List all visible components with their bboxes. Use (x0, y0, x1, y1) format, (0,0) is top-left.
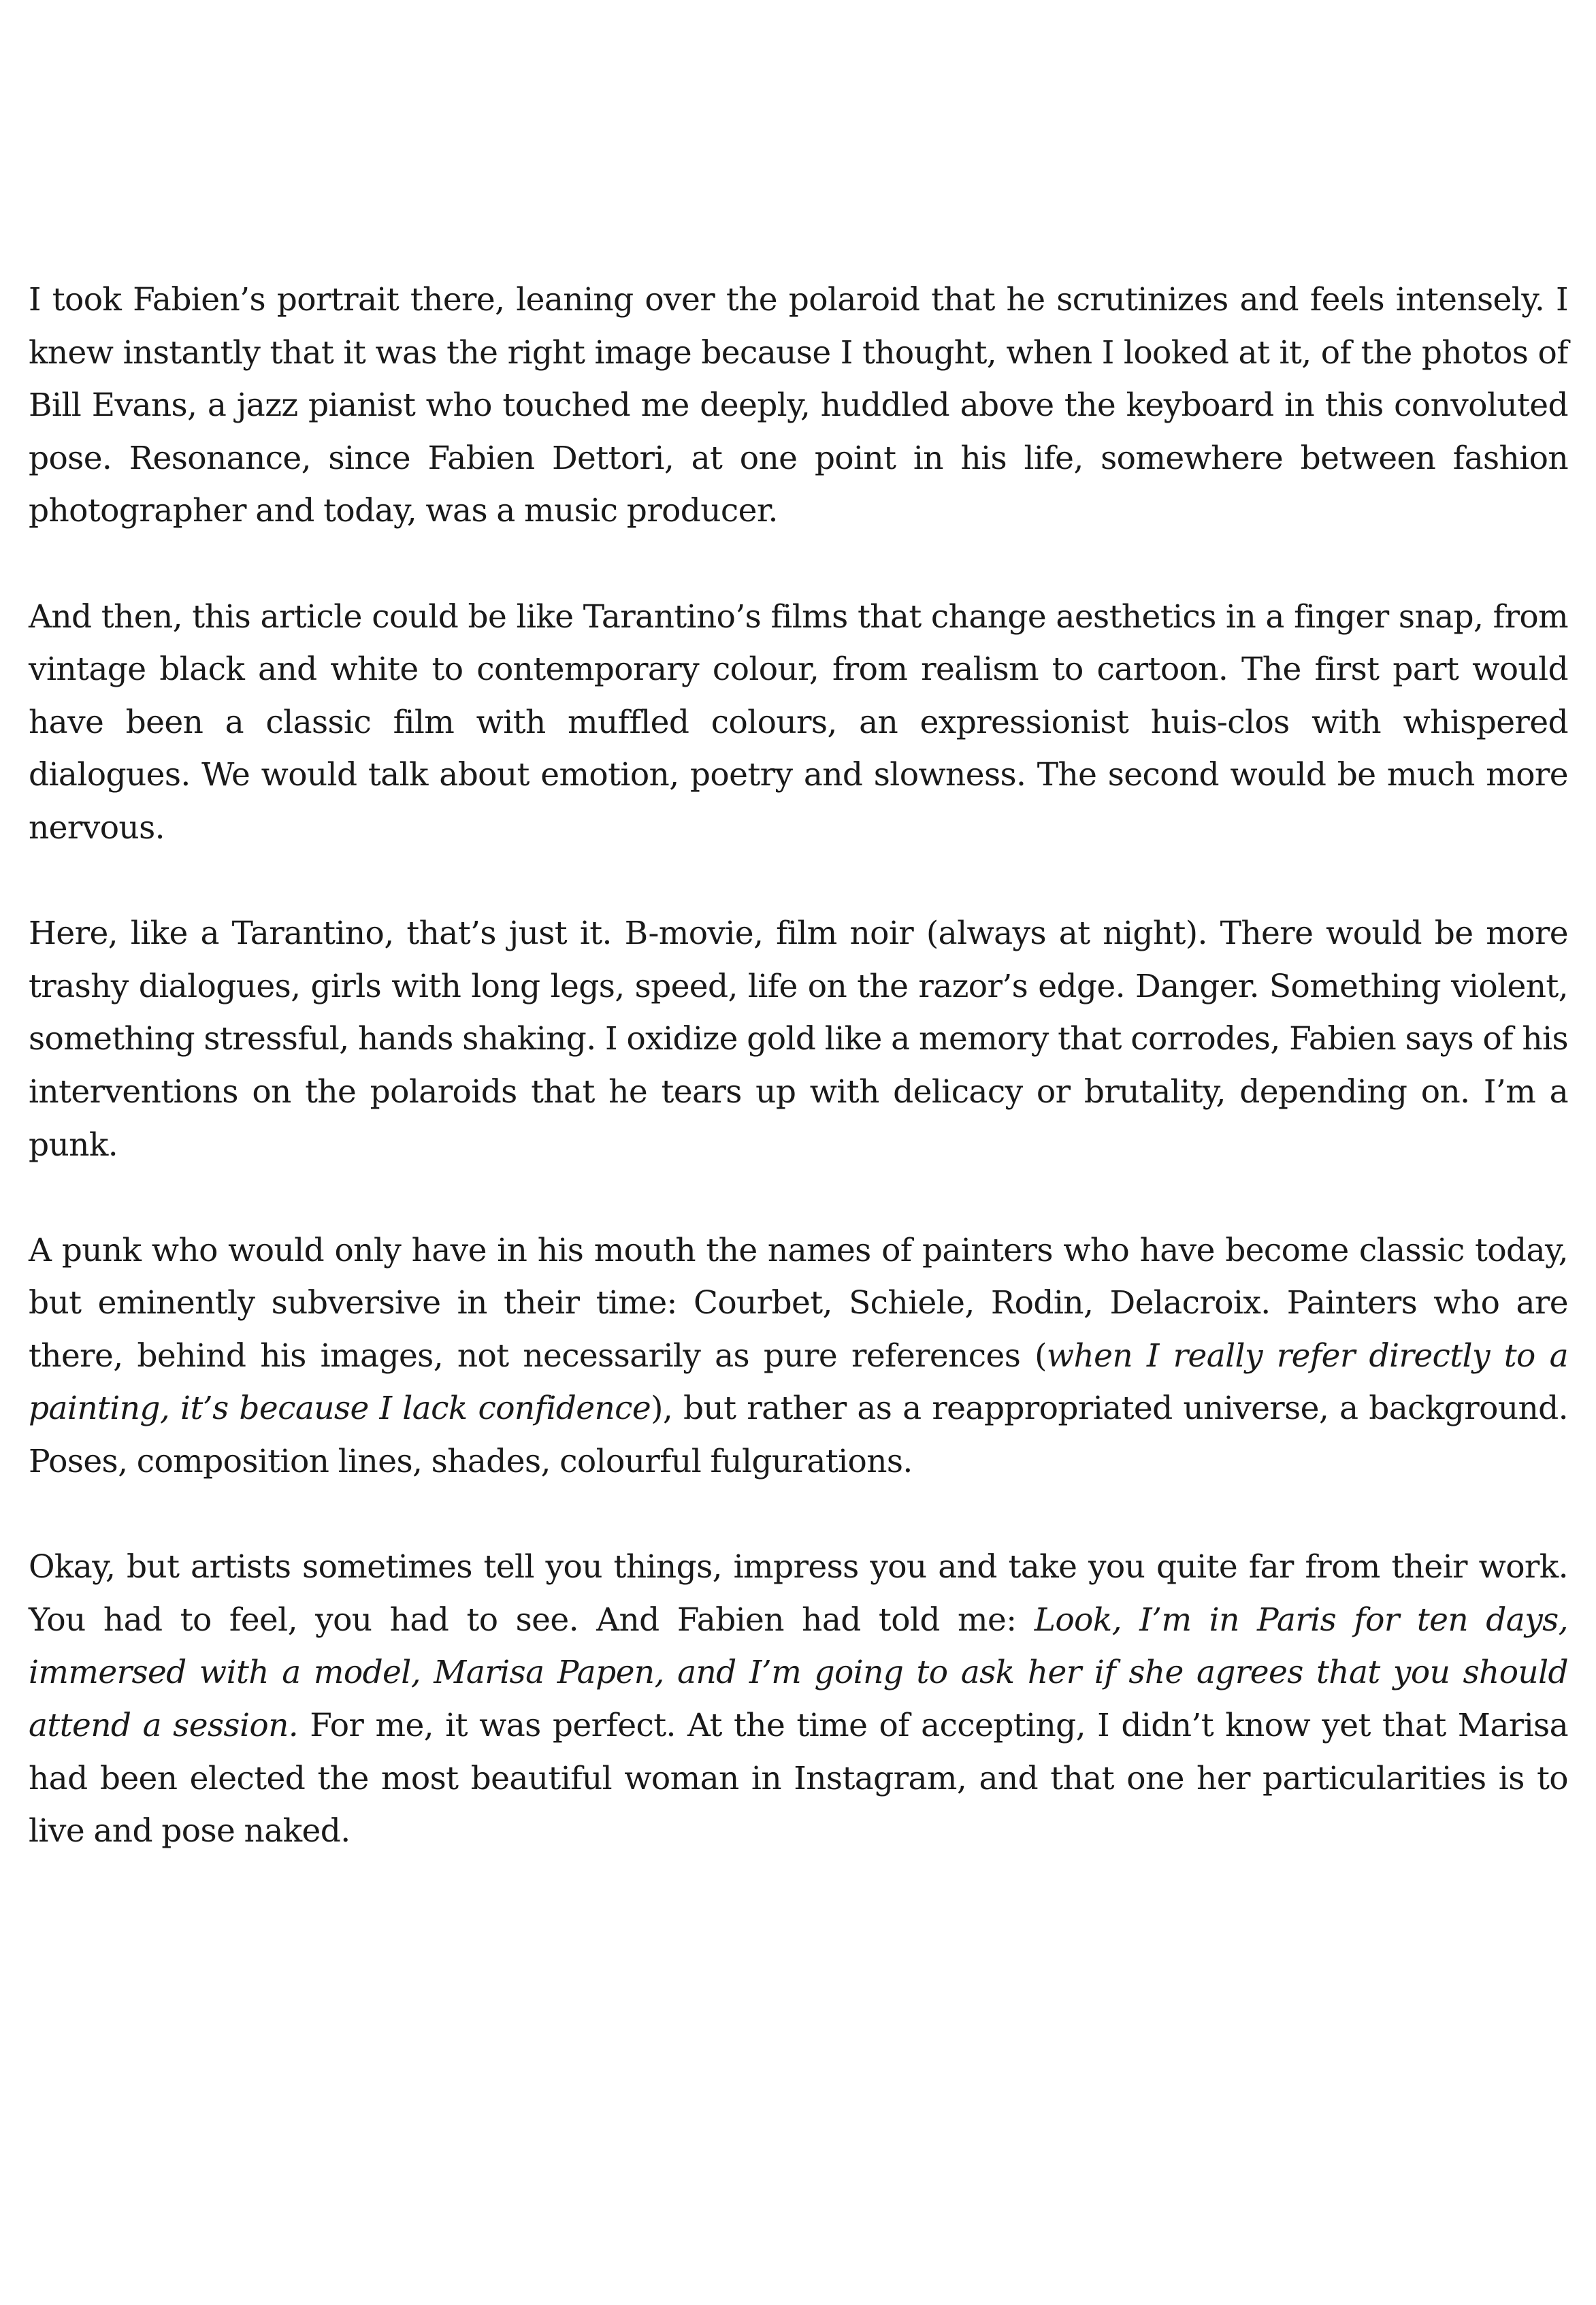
text-segment: A punk who would only have in his mouth the names of painters who have become classic today, but eminently subversive in their time: Courbet, Schiele, Rodin, Delacroix. Painters who are there, behind his images, not necessarily as pure references ( (29, 1231, 1568, 1375)
italic-quote: when I really refer directly to a painting, it’s because I lack confidence (29, 1337, 1568, 1428)
text-segment: Okay, but artists sometimes tell you things, impress you and take you quite far from their work. You had to feel, you had to see. And Fabien had told me: (29, 1548, 1568, 1639)
paragraph-b-movie (29, 907, 1568, 1171)
text-segment: For me, it was perfect. At the time of accepting, I didn’t know yet that Marisa had been elected the most beautiful woman in Instagram, and that one her particularities is to live and pose naked. (29, 1707, 1568, 1850)
text-segment: I took Fabien’s portrait there, leaning over the polaroid that he scrutinizes and feels intensely. I knew instantly that it was the right image because I thought, when I looked at it, of the photos of Bill Evans, a jazz pianist who touched me deeply, huddled above the keyboard in this convoluted pose. Resonance, since Fabien Dettori, at one point in his life, somewhere between fashion photographer and today, was a music producer. (29, 281, 1568, 530)
text-segment: ), but rather as a reappropriated universe, a background. Poses, composition lines, shades, colourful fulgurations. (29, 1390, 1568, 1481)
paragraph-painters (29, 1224, 1568, 1488)
paragraph-portrait (29, 274, 1568, 538)
text-segment: And then, this article could be like Tarantino’s films that change aesthetics in a finger snap, from vintage black and white to contemporary colour, from realism to cartoon. The first part would have been a classic film with muffled colours, an expressionist huis-clos with whispered dialogues. We would talk about emotion, poetry and slowness. The second would be much more nervous. (29, 598, 1568, 847)
article-body (29, 274, 1568, 1910)
italic-quote: Look, I’m in Paris for ten days, immersed with a model, Marisa Papen, and I’m going to ask her if she agrees that you should attend a session. (29, 1601, 1569, 1745)
paragraph-session (29, 1541, 1568, 1858)
paragraph-tarantino-films (29, 591, 1568, 855)
text-segment: Here, like a Tarantino, that’s just it. B-movie, film noir (always at night). There would be more trashy dialogues, girls with long legs, speed, life on the razor’s edge. Danger. Something violent, something stressful, hands shaking. I oxidize gold like a memory that corrodes, Fabien says of his interventions on the polaroids that he tears up with delicacy or brutality, depending on. I’m a punk. (29, 915, 1568, 1164)
